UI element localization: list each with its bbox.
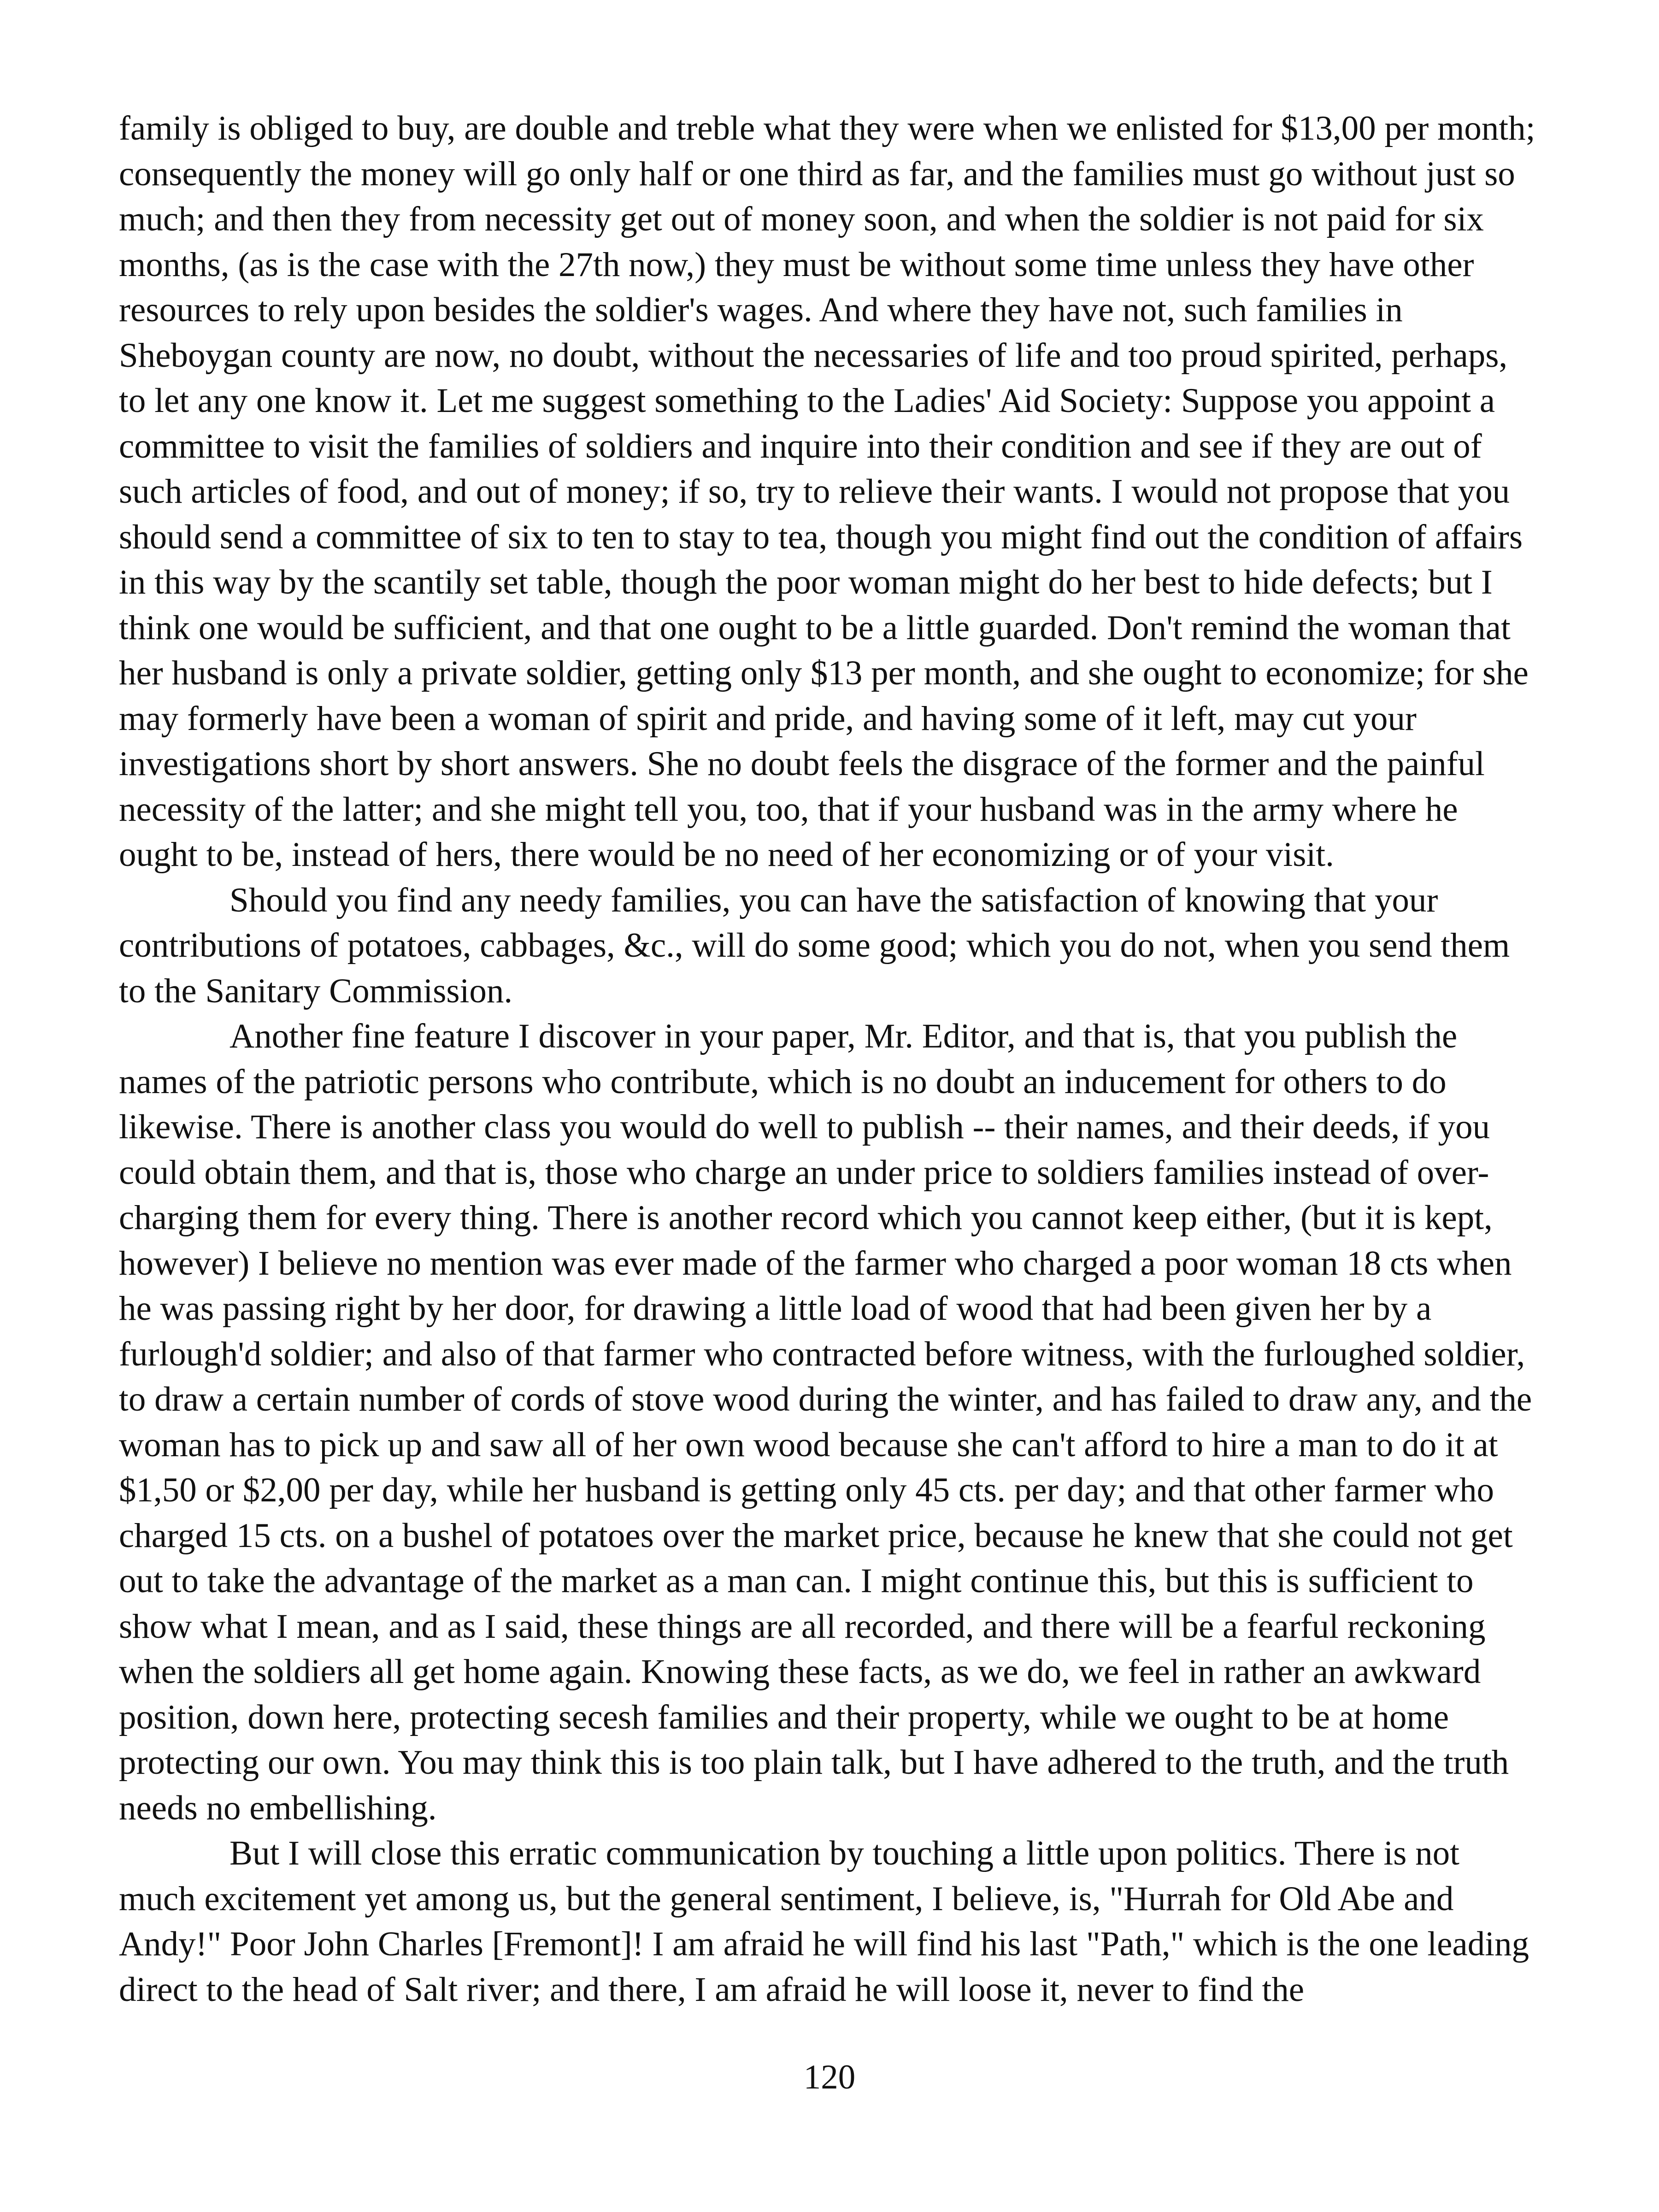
document-body — [119, 106, 1543, 2012]
paragraph-2: Should you find any needy families, you can have the satisfaction of knowing that your contributions of potatoes, cabbages, &c., will do some good; which you do not, when you send them to the Sanitary Commission. — [119, 881, 1510, 1010]
paragraph-3: Another fine feature I discover in your paper, Mr. Editor, and that is, that you publish the names of the patriotic persons who contribute, which is no doubt an inducement for others to do likewise. There is another class you would do well to publish -- their names, and their deeds, if you could obtain them, and that is, those who charge an under price to soldiers families instead of over-charging them for every thing. There is another record which you cannot keep either, (but it is kept, however) I believe no mention was ever made of the farmer who charged a poor woman 18 cts when he was passing right by her door, for drawing a little load of wood that had been given her by a furlough'd soldier; and also of that farmer who contracted before witness, with the furloughed soldier, to draw a certain number of cords of stove wood during the winter, and has failed to draw any, and the woman has to pick up and saw all of her own wood because she can't afford to hire a man to do it at $1,50 or $2,00 per day, while her husband is getting only 45 cts. per day; and that other farmer who charged 15 cts. on a bushel of potatoes over the market price, because he knew that she could not get out to take the advantage of the market as a man can. I might continue this, but this is sufficient to show what I mean, and as I said, these things are all recorded, and there will be a fearful reckoning when the soldiers all get home again. Knowing these facts, as we do, we feel in rather an awkward position, down here, protecting secesh families and their property, while we ought to be at home protecting our own. You may think this is too plain talk, but I have adhered to the truth, and the truth needs no embellishing. — [119, 1017, 1532, 1827]
document-page — [119, 106, 1543, 2134]
paragraph-1: family is obliged to buy, are double and treble what they were when we enlisted for $13,00 per month; consequently the money will go only half or one third as far, and the families must go without just so much; and then they from necessity get out of money soon, and when the soldier is not paid for six months, (as is the case with the 27th now,) they must be without some time unless they have other resources to rely upon besides the soldier's wages. And where they have not, such families in Sheboygan county are now, no doubt, without the necessaries of life and too proud spirited, perhaps, to let any one know it. Let me suggest something to the Ladies' Aid Society: Suppose you appoint a committee to visit the families of soldiers and inquire into their condition and see if they are out of such articles of food, and out of money; if so, try to relieve their wants. I would not propose that you should send a committee of six to ten to stay to tea, though you might find out the condition of affairs in this way by the scantily set table, though the poor woman might do her best to hide defects; but I think one would be sufficient, and that one ought to be a little guarded. Don't remind the woman that her husband is only a private soldier, getting only $13 per month, and she ought to economize; for she may formerly have been a woman of spirit and pride, and having some of it left, may cut your investigations short by short answers. She no doubt feels the disgrace of the former and the painful necessity of the latter; and she might tell you, too, that if your husband was in the army where he ought to be, instead of hers, there would be no need of her economizing or of your visit. — [119, 109, 1535, 874]
paragraph-4: But I will close this erratic communication by touching a little upon politics. There is not much excitement yet among us, but the general sentiment, I believe, is, "Hurrah for Old Abe and Andy!" Poor John Charles [Fremont]! I am afraid he will find his last "Path," which is the one leading direct to the head of Salt river; and there, I am afraid he will loose it, never to find the — [119, 1834, 1530, 2009]
page-number: 120 — [803, 2058, 856, 2096]
